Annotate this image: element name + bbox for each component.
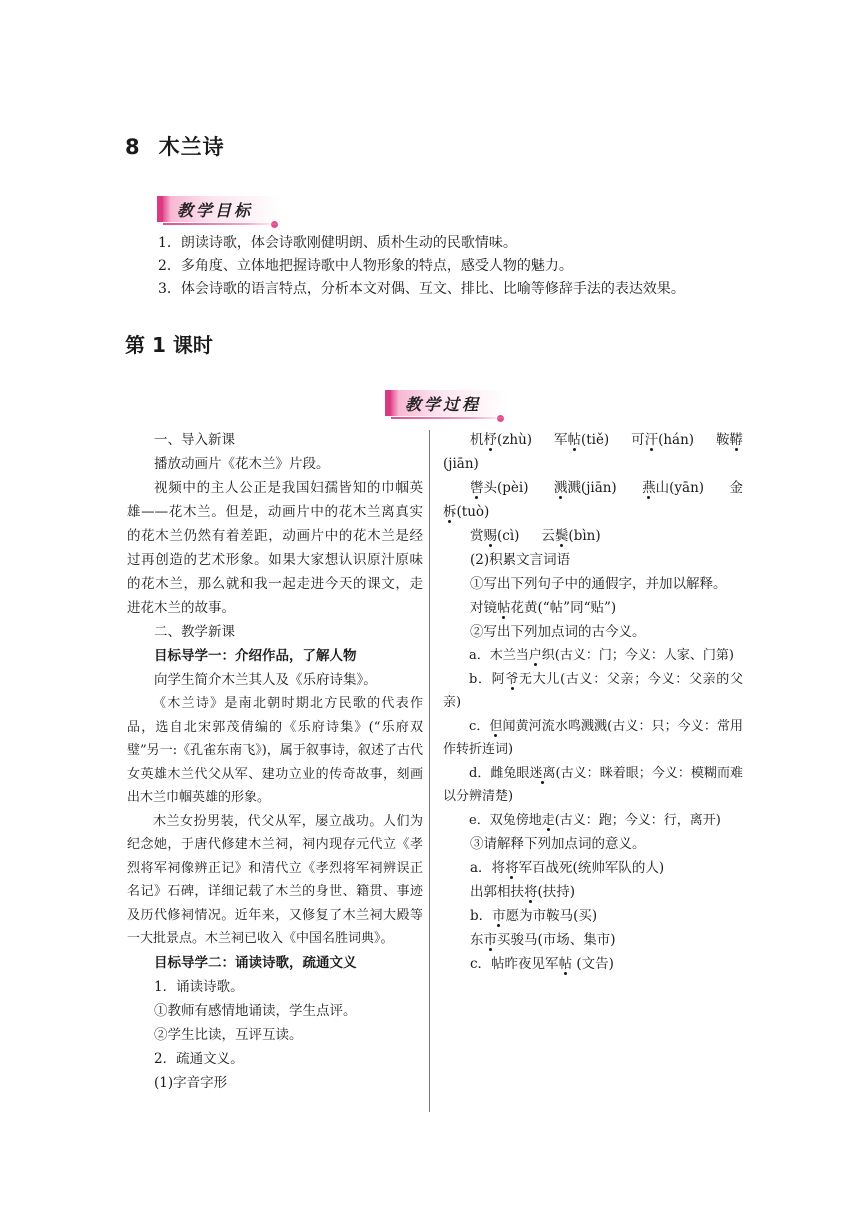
text: 鞍马(买) [546, 908, 598, 924]
text: 织(古义：门；今义：人家、门第) [541, 648, 734, 663]
char-dotted: 杼 [483, 432, 497, 448]
pinyin-row [443, 524, 743, 548]
char-dotted: 但 [489, 718, 503, 734]
objectives-banner-label: 教学目标 [177, 201, 254, 220]
pinyin-entry [470, 476, 528, 500]
pinyin-entry [470, 428, 532, 452]
column-divider [429, 430, 430, 1112]
pinyin-entry [443, 500, 743, 524]
example [443, 856, 743, 880]
objective-item: 3．体会诗歌的语言特点，分析本文对偶、互文、排比、比喻等修辞手法的表达效果。 [158, 281, 685, 297]
section-heading: 二、教学新课 [154, 624, 235, 640]
paragraph: 木兰女扮男装，代父从军，屡立战功。人们为纪念她，于唐代修建木兰祠，祠内现存元代立《孝烈将军祠像辨正记》和清代立《孝烈将军祠辨误正名记》石碑，详细记载了木兰的身世、籍贯、事迹及历代修祠情况。近年来，又修复了木兰祠大殿等一大批景点。木兰祠已收入《中国名胜词典》。 [127, 813, 423, 946]
char: 机 [470, 432, 484, 448]
text: b．阿 [469, 671, 506, 687]
text: 愿为 [505, 908, 533, 924]
pinyin: (cì) [497, 528, 520, 544]
example [443, 715, 743, 762]
objectives-banner [157, 196, 281, 222]
example [443, 809, 743, 833]
example [443, 904, 743, 928]
pinyin-entry [554, 428, 609, 452]
lesson-name: 木兰诗 [158, 135, 225, 159]
process-banner [385, 390, 507, 416]
char-dotted: 鞯 [729, 432, 743, 448]
char-dotted: 将 [524, 884, 538, 900]
list-item: ①教师有感情地诵读，学生点评。 [154, 1002, 357, 1019]
text: 无大儿(古义：父亲；今义：父亲的父亲) [443, 671, 743, 710]
char-dotted: 帖 [497, 600, 511, 616]
char-dotted: 辔 [470, 480, 484, 496]
text: c． [469, 718, 490, 734]
example [443, 952, 743, 976]
text: (古义：眯着眼；今义：模糊而难以分辨清楚) [443, 765, 743, 804]
pinyin-row [443, 428, 743, 452]
pinyin-entry [716, 428, 743, 452]
char-dotted: 市 [492, 908, 506, 924]
example [443, 880, 743, 904]
char-dotted: 帖 [567, 432, 581, 448]
objective-item: 1．朗读诗歌，体会诗歌刚健明朗、质朴生动的民歌情味。 [158, 235, 517, 251]
text: a．木兰当 [469, 648, 529, 663]
char-dotted: 将 [505, 860, 519, 876]
instruction: ②写出下列加点词的古今义。 [470, 624, 646, 640]
pinyin: (tiě) [580, 432, 610, 448]
text: (古义：跑；今义：行，离开) [554, 812, 721, 828]
char-dotted: 汗 [644, 432, 659, 448]
text: c．帖昨夜见军 [470, 956, 559, 972]
char-dotted: 爷 [505, 671, 520, 687]
list-item: 1．诵读诗歌。 [154, 978, 244, 995]
subsection-heading: (2)积累文言词语 [470, 552, 571, 568]
pinyin: 山(yān) [655, 480, 705, 496]
char-dotted: 户 [528, 648, 542, 663]
example [443, 762, 743, 809]
char: 可 [631, 432, 645, 448]
period-title: 第 1 课时 [125, 333, 213, 357]
char: 军 [553, 432, 568, 448]
goal-heading: 目标导学二：诵读诗歌，疏通文义 [154, 954, 357, 971]
text: d．雌兔眼 [469, 765, 530, 781]
pinyin: (jiān) [443, 456, 479, 472]
char-dotted: 市 [483, 932, 497, 948]
objectives-list [158, 232, 685, 301]
char-dotted: 鬓 [554, 528, 569, 544]
text: e．双兔傍地 [469, 812, 542, 828]
char-dotted: 赐 [483, 528, 497, 544]
char: 鞍 [715, 432, 730, 448]
char-dotted: 燕 [642, 480, 656, 496]
pinyin-entry [554, 476, 617, 500]
text: 对镜 [470, 600, 497, 616]
pinyin: (bìn) [568, 528, 601, 544]
pinyin-row [443, 476, 743, 500]
pinyin: 头(pèi) [483, 480, 529, 496]
example [443, 668, 743, 715]
text: 市 [532, 908, 547, 924]
list-item: (1)字音字形 [154, 1074, 228, 1091]
pinyin: 溅(jiān) [567, 480, 617, 496]
text: 军百战死(统帅军队的人) [518, 860, 665, 876]
objective-item: 2．多角度、立体地把握诗歌中人物形象的特点，感受人物的魅力。 [158, 258, 573, 274]
text: (扶持) [537, 884, 576, 900]
pinyin-entry [642, 476, 704, 500]
list-item: 2．疏通文义。 [154, 1050, 244, 1067]
text: (文告) [572, 956, 614, 972]
text: 闻黄河流水鸣溅溅(古义：只；今义：常用作转折连词) [443, 718, 743, 757]
goal-heading: 目标导学一：介绍作品，了解人物 [154, 648, 357, 664]
pinyin: (hán) [658, 432, 695, 448]
paragraph: 向学生简介木兰其人及《乐府诗集》。 [154, 672, 377, 688]
process-banner-label: 教学过程 [405, 395, 482, 414]
instruction: ①写出下列句子中的通假字，并加以解释。 [470, 576, 727, 592]
text: 东 [470, 932, 484, 948]
list-item: ②学生比读，互评互读。 [154, 1026, 303, 1043]
banner-dot-icon [271, 221, 278, 228]
char-dotted: 溅 [553, 480, 568, 496]
char: 赏 [470, 528, 484, 544]
text: 出郭相扶 [470, 884, 524, 900]
char-dotted: 走 [541, 812, 555, 828]
char: 云 [541, 528, 555, 544]
text: a．将 [470, 860, 506, 876]
paragraph: 播放动画片《花木兰》片段。 [154, 456, 330, 472]
example [443, 928, 743, 952]
right-column [443, 428, 743, 976]
paragraph: 《木兰诗》是南北朝时期北方民歌的代表作品，选自北宋郭茂倩编的《乐府诗集》(“乐府双璧”另一:《孔雀东南飞》)，属于叙事诗，叙述了古代女英雄木兰代父从军、建功立业的传奇故事，刻画出木兰巾帼英雄的形象。 [127, 696, 423, 805]
lesson-title [125, 131, 225, 161]
char: 金 [729, 480, 743, 496]
example [443, 596, 743, 620]
pinyin-entry [631, 428, 694, 452]
section-heading: 一、导入新课 [154, 432, 235, 448]
pinyin: (zhù) [497, 432, 533, 448]
instruction: ③请解释下列加点词的意义。 [470, 836, 646, 852]
char-dotted: 柝 [443, 504, 457, 520]
text: 花黄(“帖”同“贴”) [510, 600, 617, 616]
text: 买骏马(市场、集市) [497, 932, 616, 948]
text: b． [470, 908, 493, 924]
left-column [127, 428, 423, 1095]
char-dotted: 迷离 [529, 765, 556, 781]
pinyin: (tuò) [456, 504, 490, 520]
lesson-number: 8 [125, 135, 141, 159]
banner-dot-icon [497, 415, 504, 422]
char-dotted: 帖 [558, 956, 573, 972]
example [443, 644, 743, 668]
paragraph: 视频中的主人公正是我国妇孺皆知的巾帼英雄——花木兰。但是，动画片中的花木兰离真实的花木兰仍然有着差距，动画片中的花木兰是经过再创造的艺术形象。如果大家想认识原汁原味的花木兰，那么就和我一起走进今天的课文，走进花木兰的故事。 [127, 480, 423, 616]
